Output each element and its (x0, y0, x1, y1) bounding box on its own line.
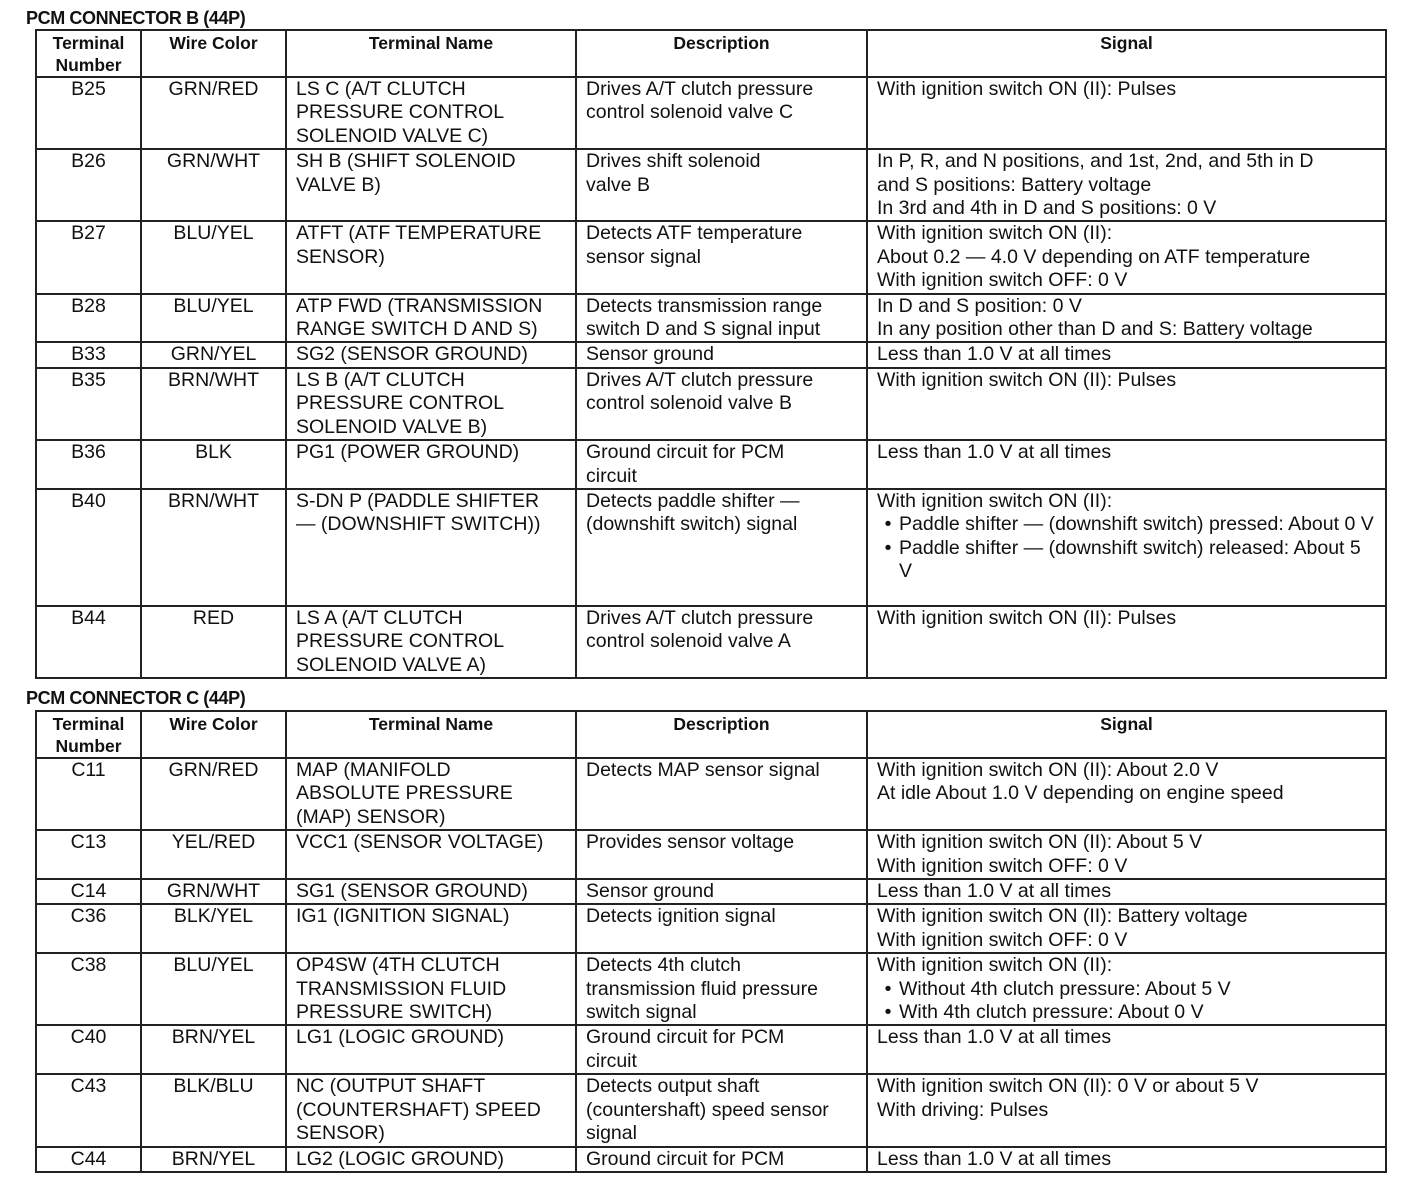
signal-cell (867, 294, 1386, 343)
wire-color-cell: RED (141, 606, 286, 678)
description-line: switch signal (586, 1001, 697, 1024)
terminal-cell: C13 (36, 830, 141, 879)
terminal-name-line: LG1 (LOGIC GROUND) (296, 1026, 505, 1049)
description-line: (countershaft) speed sensor (586, 1098, 829, 1121)
description-cell (576, 342, 867, 367)
terminal-cell: C11 (36, 758, 141, 830)
signal-line: In P, R, and N positions, and 1st, 2nd, and 5th in D (877, 150, 1314, 173)
terminal-name-line: S-DN P (PADDLE SHIFTER (296, 489, 540, 512)
signal-cell (867, 904, 1386, 953)
wire-color-cell: GRN/WHT (141, 879, 286, 904)
description-line: Sensor ground (586, 343, 714, 366)
terminal-cell: B44 (36, 606, 141, 678)
table-header-row (36, 30, 1386, 77)
table-row (36, 1074, 1386, 1146)
description-cell (576, 1025, 867, 1074)
terminal-cell: B28 (36, 294, 141, 343)
header-terminal-number: Terminal Number (36, 30, 141, 77)
table-row (36, 77, 1386, 149)
table-row (36, 294, 1386, 343)
signal-line: With ignition switch ON (II): Battery voltage (877, 905, 1248, 928)
terminal-cell: B35 (36, 368, 141, 440)
connector-c-rows (36, 758, 1386, 1172)
description-cell (576, 368, 867, 440)
signal-line: With ignition switch ON (II): (877, 489, 1113, 512)
signal-cell (867, 758, 1386, 830)
description-line: Detects MAP sensor signal (586, 759, 820, 781)
description-line: Ground circuit for PCM (586, 441, 785, 464)
terminal-name-cell (286, 440, 576, 489)
terminal-cell: C36 (36, 904, 141, 953)
signal-cell (867, 606, 1386, 678)
table-row (36, 879, 1386, 904)
wire-color-cell: BLK/BLU (141, 1074, 286, 1146)
description-line: transmission fluid pressure (586, 977, 818, 1000)
signal-bullet: • With 4th clutch pressure: About 0 V (877, 1001, 1376, 1024)
description-cell (576, 830, 867, 879)
signal-cell (867, 368, 1386, 440)
terminal-name-cell (286, 489, 576, 606)
terminal-name-cell (286, 77, 576, 149)
connector-b-rows (36, 77, 1386, 678)
terminal-name-line: PRESSURE CONTROL (296, 392, 505, 415)
description-cell (576, 879, 867, 904)
connector-b-title: PCM CONNECTOR B (44P) (26, 8, 246, 28)
signal-line: With ignition switch ON (II): About 5 V (877, 831, 1203, 854)
terminal-name-cell (286, 953, 576, 1025)
terminal-cell: C14 (36, 879, 141, 904)
signal-line: With ignition switch ON (II): Pulses (877, 78, 1177, 100)
table-row (36, 489, 1386, 606)
wire-color-cell: BLU/YEL (141, 221, 286, 293)
description-line: Drives shift solenoid (586, 150, 761, 173)
terminal-name-line: ATP FWD (TRANSMISSION (296, 294, 543, 317)
signal-line: With ignition switch ON (II): Pulses (877, 606, 1177, 629)
wire-color-cell: GRN/RED (141, 758, 286, 830)
wire-color-cell: BLK/YEL (141, 904, 286, 953)
terminal-name-line: VCC1 (SENSOR VOLTAGE) (296, 831, 544, 854)
terminal-cell: C44 (36, 1147, 141, 1172)
description-cell (576, 440, 867, 489)
description-cell (576, 221, 867, 293)
terminal-name-line: LG2 (LOGIC GROUND) (296, 1147, 505, 1170)
description-cell (576, 77, 867, 149)
connector-c-title: PCM CONNECTOR C (44P) (26, 688, 246, 708)
terminal-cell: C38 (36, 953, 141, 1025)
terminal-cell: B26 (36, 149, 141, 221)
terminal-name-cell (286, 221, 576, 293)
header-wire-color: Wire Color (141, 711, 286, 758)
signal-line: With driving: Pulses (877, 1098, 1049, 1121)
signal-line: Less than 1.0 V at all times (877, 343, 1112, 366)
terminal-name-line: SG1 (SENSOR GROUND) (296, 880, 528, 903)
description-line: valve B (586, 173, 650, 196)
signal-cell (867, 149, 1386, 221)
signal-line: and S positions: Battery voltage (877, 173, 1152, 196)
signal-line: In any position other than D and S: Battery voltage (877, 318, 1313, 341)
terminal-name-line: ATFT (ATF TEMPERATURE (296, 222, 542, 245)
wire-color-cell: GRN/WHT (141, 149, 286, 221)
description-line: Detects paddle shifter — (586, 489, 800, 512)
signal-cell (867, 1074, 1386, 1146)
description-line: Detects ATF temperature (586, 222, 803, 245)
terminal-cell: B27 (36, 221, 141, 293)
signal-line: With ignition switch OFF: 0 V (877, 269, 1128, 292)
description-line: control solenoid valve C (586, 101, 794, 124)
signal-line: With ignition switch OFF: 0 V (877, 854, 1128, 877)
signal-cell (867, 879, 1386, 904)
terminal-name-line: ABSOLUTE PRESSURE (296, 782, 513, 805)
signal-cell (867, 489, 1386, 606)
signal-line: About 0.2 — 4.0 V depending on ATF temperature (877, 245, 1311, 268)
terminal-name-cell (286, 904, 576, 953)
description-line: Detects transmission range (586, 294, 823, 317)
signal-line: In 3rd and 4th in D and S positions: 0 V (877, 197, 1217, 220)
wire-color-cell: BRN/WHT (141, 489, 286, 606)
signal-bullet: • Paddle shifter — (downshift switch) pressed: About 0 V (877, 513, 1376, 536)
terminal-name-cell (286, 758, 576, 830)
wire-color-cell: GRN/YEL (141, 342, 286, 367)
description-line: Ground circuit for PCM (586, 1147, 785, 1170)
signal-cell (867, 1025, 1386, 1074)
description-line: control solenoid valve A (586, 630, 791, 653)
signal-line: With ignition switch ON (II): (877, 222, 1113, 245)
terminal-name-line: SH B (SHIFT SOLENOID (296, 150, 516, 173)
description-line: control solenoid valve B (586, 392, 792, 415)
terminal-name-line: OP4SW (4TH CLUTCH (296, 954, 500, 977)
description-cell (576, 953, 867, 1025)
terminal-name-line: (MAP) SENSOR) (296, 805, 446, 828)
terminal-name-line: — (DOWNSHIFT SWITCH)) (296, 513, 541, 536)
signal-cell (867, 77, 1386, 149)
description-cell (576, 489, 867, 606)
signal-line: With ignition switch ON (II): (877, 954, 1113, 977)
signal-line: At idle About 1.0 V depending on engine speed (877, 782, 1284, 805)
signal-line: With ignition switch OFF: 0 V (877, 928, 1128, 951)
table-row (36, 1025, 1386, 1074)
signal-line: Less than 1.0 V at all times (877, 880, 1112, 903)
terminal-name-line: LS B (A/T CLUTCH (296, 368, 465, 391)
table-row (36, 830, 1386, 879)
signal-cell (867, 953, 1386, 1025)
table-row (36, 221, 1386, 293)
description-line: circuit (586, 464, 637, 487)
wire-color-cell: BRN/YEL (141, 1025, 286, 1074)
wire-color-cell: BLU/YEL (141, 953, 286, 1025)
table-row (36, 149, 1386, 221)
terminal-name-cell (286, 1147, 576, 1172)
signal-bullet: • Without 4th clutch pressure: About 5 V (877, 978, 1376, 1001)
terminal-name-line: SENSOR) (296, 1122, 385, 1145)
terminal-name-line: SENSOR) (296, 245, 385, 268)
description-line: signal (586, 1122, 637, 1145)
header-signal: Signal (867, 711, 1386, 758)
table-header-row (36, 711, 1386, 758)
wire-color-cell: BRN/WHT (141, 368, 286, 440)
terminal-name-cell (286, 342, 576, 367)
terminal-name-line: SOLENOID VALVE B) (296, 415, 488, 438)
table-row (36, 368, 1386, 440)
table-row (36, 1147, 1386, 1172)
table-row (36, 904, 1386, 953)
table-row (36, 440, 1386, 489)
terminal-cell: B25 (36, 77, 141, 149)
signal-line: Less than 1.0 V at all times (877, 441, 1112, 464)
terminal-name-line: TRANSMISSION FLUID (296, 977, 507, 1000)
signal-line: With ignition switch ON (II): About 2.0 V (877, 759, 1219, 781)
header-description: Description (576, 711, 867, 758)
signal-line: With ignition switch ON (II): Pulses (877, 368, 1177, 391)
table-row (36, 606, 1386, 678)
description-cell (576, 149, 867, 221)
signal-bullet: • Paddle shifter — (downshift switch) released: About 5 V (877, 537, 1376, 584)
description-line: Detects ignition signal (586, 905, 776, 928)
terminal-name-cell (286, 1025, 576, 1074)
table-row (36, 758, 1386, 830)
connector-c-table (35, 710, 1387, 1173)
description-line: Ground circuit for PCM (586, 1026, 785, 1049)
terminal-name-cell (286, 879, 576, 904)
header-terminal-name: Terminal Name (286, 30, 576, 77)
terminal-name-line: (COUNTERSHAFT) SPEED (296, 1098, 541, 1121)
terminal-cell: B33 (36, 342, 141, 367)
terminal-name-line: IG1 (IGNITION SIGNAL) (296, 905, 510, 928)
terminal-name-cell (286, 149, 576, 221)
wire-color-cell: YEL/RED (141, 830, 286, 879)
description-line: sensor signal (586, 245, 701, 268)
terminal-name-cell (286, 1074, 576, 1146)
description-cell (576, 904, 867, 953)
header-signal: Signal (867, 30, 1386, 77)
description-line: Sensor ground (586, 880, 714, 903)
description-cell (576, 294, 867, 343)
terminal-name-cell (286, 830, 576, 879)
signal-cell (867, 830, 1386, 879)
terminal-name-line: RANGE SWITCH D AND S) (296, 318, 538, 341)
signal-cell (867, 1147, 1386, 1172)
signal-line: Less than 1.0 V at all times (877, 1147, 1112, 1170)
description-cell (576, 606, 867, 678)
description-line: (downshift switch) signal (586, 513, 798, 536)
description-line: Provides sensor voltage (586, 831, 795, 854)
terminal-name-line: SOLENOID VALVE C) (296, 124, 489, 147)
description-cell (576, 1074, 867, 1146)
signal-cell (867, 440, 1386, 489)
terminal-name-line: PRESSURE CONTROL (296, 101, 505, 124)
description-line: Drives A/T clutch pressure (586, 606, 814, 629)
terminal-cell: B36 (36, 440, 141, 489)
description-line: switch D and S signal input (586, 318, 821, 341)
description-line: Drives A/T clutch pressure (586, 368, 814, 391)
table-row (36, 953, 1386, 1025)
description-line: Detects output shaft (586, 1075, 760, 1098)
signal-cell (867, 342, 1386, 367)
terminal-name-cell (286, 294, 576, 343)
connector-b-table (35, 29, 1387, 679)
terminal-name-line: LS C (A/T CLUTCH (296, 78, 466, 100)
signal-cell (867, 221, 1386, 293)
header-wire-color: Wire Color (141, 30, 286, 77)
terminal-name-line: SOLENOID VALVE A) (296, 653, 487, 676)
header-description: Description (576, 30, 867, 77)
wire-color-cell: BRN/YEL (141, 1147, 286, 1172)
signal-line: In D and S position: 0 V (877, 294, 1082, 317)
terminal-cell: B40 (36, 489, 141, 606)
terminal-name-line: PRESSURE CONTROL (296, 630, 505, 653)
description-line: circuit (586, 1049, 637, 1072)
wire-color-cell: BLK (141, 440, 286, 489)
signal-line: With ignition switch ON (II): 0 V or about 5 V (877, 1075, 1259, 1098)
terminal-name-line: VALVE B) (296, 173, 381, 196)
terminal-name-line: MAP (MANIFOLD (296, 759, 451, 781)
signal-line: Less than 1.0 V at all times (877, 1026, 1112, 1049)
terminal-name-cell (286, 368, 576, 440)
terminal-name-cell (286, 606, 576, 678)
table-row (36, 342, 1386, 367)
terminal-name-line: NC (OUTPUT SHAFT (296, 1075, 486, 1098)
terminal-name-line: PRESSURE SWITCH) (296, 1001, 493, 1024)
header-terminal-number: Terminal Number (36, 711, 141, 758)
terminal-name-line: SG2 (SENSOR GROUND) (296, 343, 528, 366)
terminal-cell: C43 (36, 1074, 141, 1146)
description-cell (576, 1147, 867, 1172)
terminal-cell: C40 (36, 1025, 141, 1074)
description-cell (576, 758, 867, 830)
header-terminal-name: Terminal Name (286, 711, 576, 758)
description-line: Detects 4th clutch (586, 954, 741, 977)
terminal-name-line: LS A (A/T CLUTCH (296, 606, 463, 629)
terminal-name-line: PG1 (POWER GROUND) (296, 441, 520, 464)
description-line: Drives A/T clutch pressure (586, 78, 814, 100)
wire-color-cell: GRN/RED (141, 77, 286, 149)
wire-color-cell: BLU/YEL (141, 294, 286, 343)
